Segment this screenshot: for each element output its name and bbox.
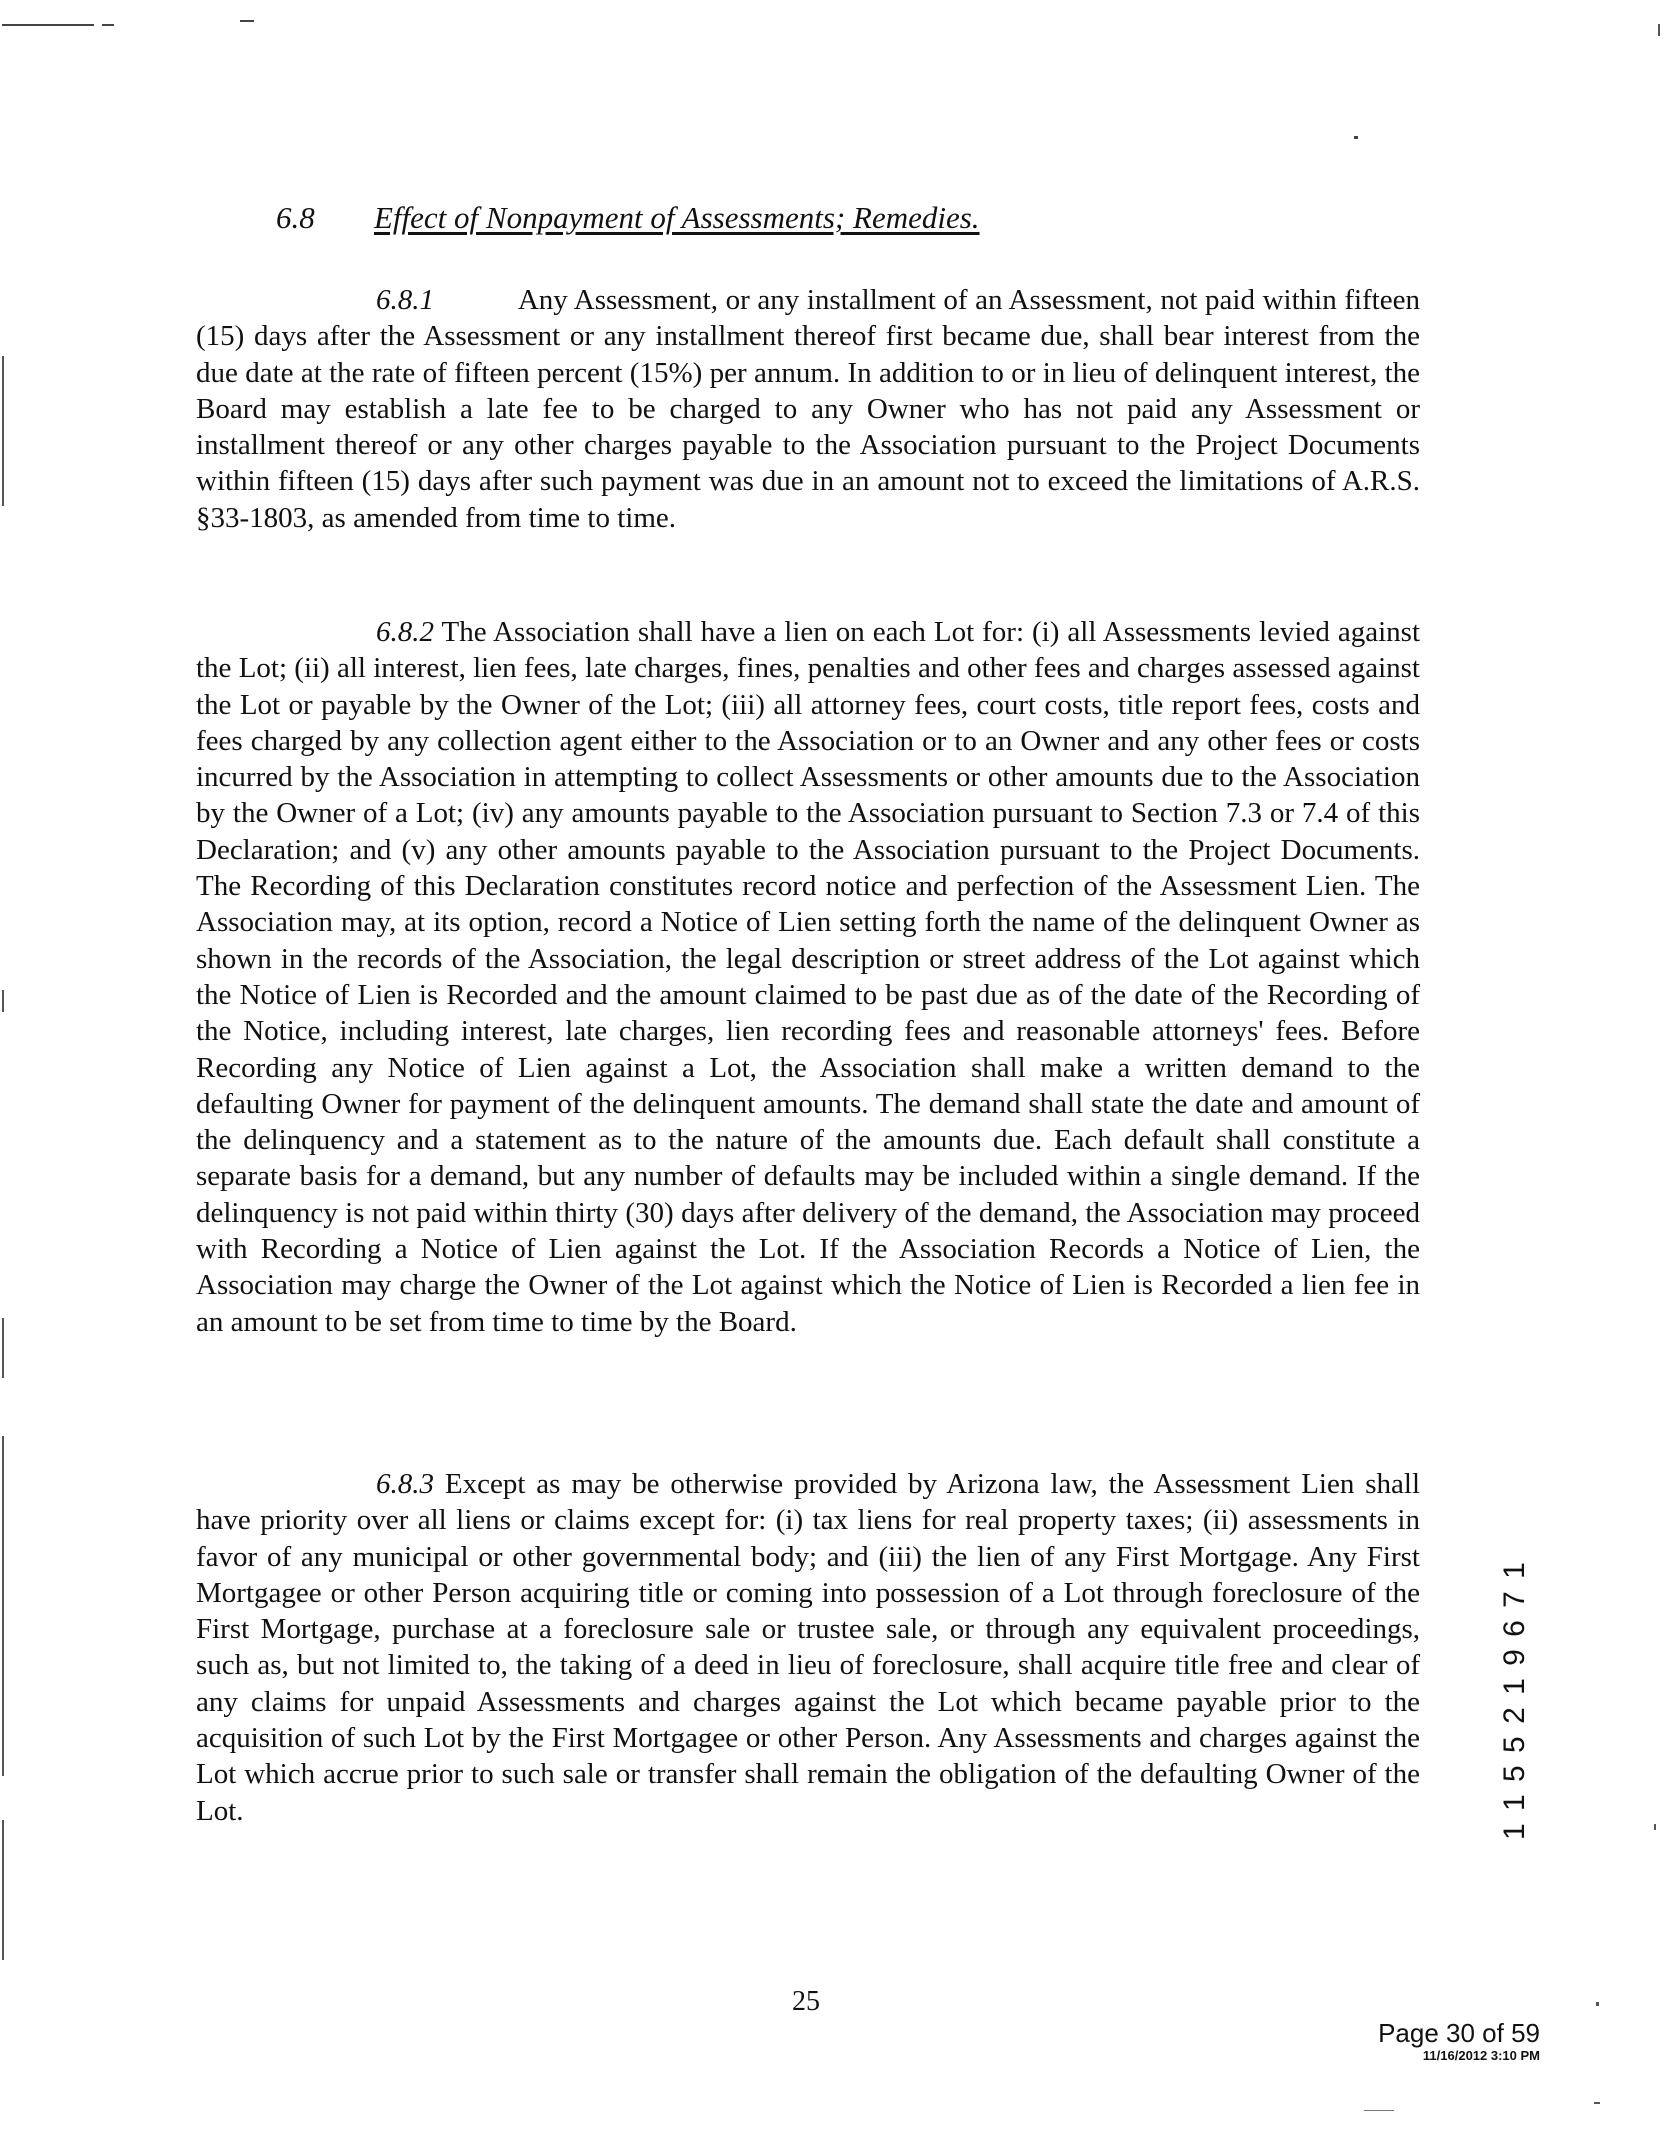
paragraph-number: 6.8.3 <box>376 1468 434 1500</box>
paragraph-text: Any Assessment, or any installment of an Assessment, not paid within fifteen (15) days after the Assessment or any installment thereof first became due, shall bear interest from the due date at the rate of fifteen percent (15%) per annum. In addition to or in lieu of delinquent interest, the Board may establish a late fee to be charged to any Owner who has not paid any Assessment or installment thereof or any other charges payable to the Association pursuant to the Project Documents within fifteen (15) days after such payment was due in an amount not to exceed the limitations of A.R.S. §33-1803, as amended from time to time. <box>196 284 1420 534</box>
scan-mark <box>240 20 254 22</box>
paragraph-text: Except as may be otherwise provided by Arizona law, the Assessment Lien shall have priority over all liens or claims except for: (i) tax liens for real property taxes; (ii) assessments in favor of any municipal or other governmental body; and (iii) the lien of any First Mortgage. Any First Mortgagee or other Person acquiring title or coming into possession of a Lot through foreclosure of the First Mortgage, purchase at a foreclosure sale or trustee sale, or through any equivalent proceedings, such as, but not limited to, the taking of a deed in lieu of foreclosure, shall acquire title free and clear of any claims for unpaid Assessments and charges against the Lot which became payable prior to the acquisition of such Lot by the First Mortgagee or other Person. Any Assessments and charges against the Lot which accrue prior to such sale or transfer shall remain the obligation of the defaulting Owner of the Lot. <box>196 1468 1421 1827</box>
paragraph-6-8-3 <box>196 1466 1420 1829</box>
scan-mark <box>2 24 94 26</box>
print-timestamp: 11/16/2012 3:10 PM <box>1422 2048 1540 2063</box>
scan-mark <box>1364 2110 1394 2111</box>
scan-edge-line <box>2 356 4 506</box>
scan-mark <box>1658 24 1660 36</box>
scan-mark <box>1594 2102 1600 2104</box>
page-count-stamp: Page 30 of 59 <box>1378 2018 1540 2048</box>
section-title: Effect of Nonpayment of Assessments; Remedies. <box>374 200 980 235</box>
paragraph-6-8-1 <box>196 282 1420 536</box>
scan-mark <box>1596 2002 1599 2006</box>
paragraph-number: 6.8.2 <box>376 616 434 648</box>
scan-edge-line <box>2 990 4 1012</box>
section-number: 6.8 <box>276 200 315 235</box>
paragraph-6-8-2 <box>196 614 1420 1340</box>
page-number: 25 <box>792 1986 820 2017</box>
paragraph-number: 6.8.1 <box>376 284 434 316</box>
section-heading <box>276 200 1176 236</box>
scan-edge-line <box>2 1318 4 1378</box>
recording-number-stamp: 1 1 5 5 2 1 9 6 7 1 <box>1498 1560 1531 1840</box>
scan-edge-line <box>2 1436 4 1776</box>
scan-mark <box>102 24 114 26</box>
scan-speck <box>1354 136 1358 139</box>
scan-mark <box>1654 1824 1656 1830</box>
paragraph-text: The Association shall have a lien on each Lot for: (i) all Assessments levied against the Lot; (ii) all interest, lien fees, late charges, fines, penalties and other fees and charges assessed against the Lot or payable by the Owner of the Lot; (iii) all attorney fees, court costs, title report fees, costs and fees charged by any collection agent either to the Association or to an Owner and any other fees or costs incurred by the Association in attempting to collect Assessments or other amounts due to the Association by the Owner of a Lot; (iv) any amounts payable to the Association pursuant to Section 7.3 or 7.4 of this Declaration; and (v) any other amounts payable to the Association pursuant to the Project Documents. The Recording of this Declaration constitutes record notice and perfection of the Assessment Lien. The Association may, at its option, record a Notice of Lien setting forth the name of the delinquent Owner as shown in the records of the Association, the legal description or street address of the Lot against which the Notice of Lien is Recorded and the amount claimed to be past due as of the date of the Recording of the Notice, including interest, late charges, lien recording fees and reasonable attorneys' fees. Before Recording any Notice of Lien against a Lot, the Association shall make a written demand to the defaulting Owner for payment of the delinquent amounts. The demand shall state the date and amount of the delinquency and a statement as to the nature of the amounts due. Each default shall constitute a separate basis for a demand, but any number of defaults may be included within a single demand. If the delinquency is not paid within thirty (30) days after delivery of the demand, the Association may proceed with Recording a Notice of Lien against the Lot. If the Association Records a Notice of Lien, the Association may charge the Owner of the Lot against which the Notice of Lien is Recorded a lien fee in an amount to be set from time to time by the Board. <box>196 616 1421 1338</box>
scan-edge-line <box>2 1820 4 1960</box>
